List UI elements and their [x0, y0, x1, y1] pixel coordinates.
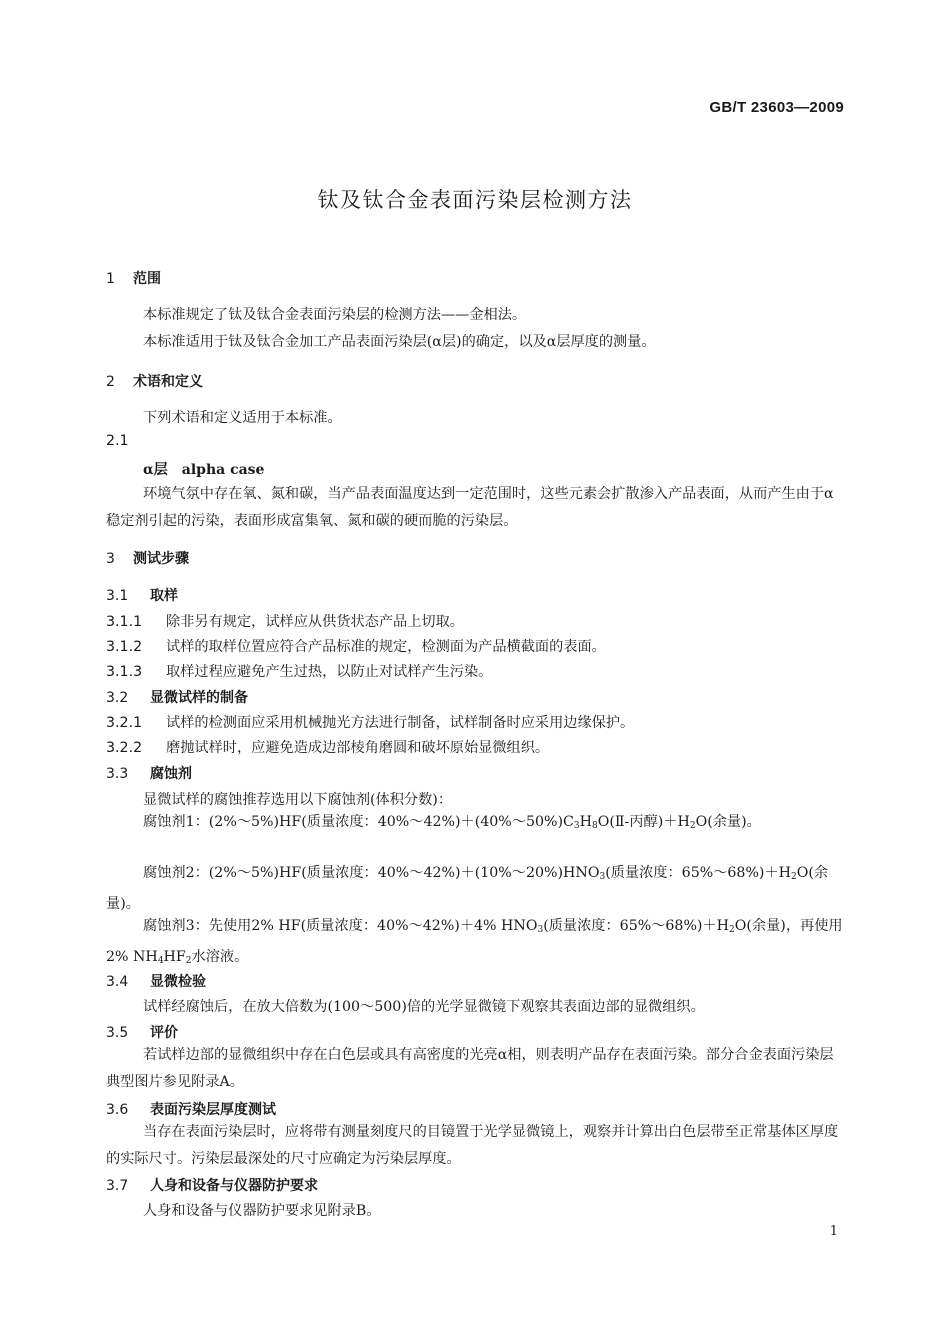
definition: 环境气氛中存在氧、氮和碳，当产品表面温度达到一定范围时，这些元素会扩散渗入产品表面，从而产生由于α稳定剂引起的污染，表面形成富集氧、氮和碳的硬而脆的污染层。 [106, 486, 834, 529]
clause-3-2-2: 3.2.2 磨抛试样时，应避免造成边部棱角磨圆和破坏原始显微组织。 [106, 740, 550, 756]
etchant-3: 腐蚀剂3：先使用2% HF(质量浓度：40%～42%)＋4% $HNO_3$(质量浓度：$65\%\sim 68\%)+H_2O$(余量)，再使用2% $NH_4HF_2$水溶液。 [106, 918, 843, 966]
page-number: 1 [829, 1224, 838, 1239]
paragraph: 人身和设备与仪器防护要求见附录B。 [143, 1203, 381, 1219]
clause-3-1-1: 3.1.1 除非另有规定，试样应从供货状态产品上切取。 [106, 614, 464, 630]
paragraph: 下列术语和定义适用于本标准。 [143, 410, 342, 426]
section-title: 测试步骤 [133, 551, 189, 567]
section-3-2-heading: 3.2 显微试样的制备 [106, 690, 248, 706]
section-number: 2 [106, 374, 115, 390]
clause-3-2-1: 3.2.1 试样的检测面应采用机械抛光方法进行制备，试样制备时应采用边缘保护。 [106, 715, 635, 731]
section-1-heading [106, 268, 161, 288]
section-3-4-heading: 3.4 显微检验 [106, 974, 206, 990]
section-3-7-heading: 3.7 人身和设备与仪器防护要求 [106, 1178, 318, 1194]
section-3-5-heading: 3.5 评价 [106, 1025, 178, 1041]
section-title: 范围 [133, 271, 161, 287]
section-3-3-heading: 3.3 腐蚀剂 [106, 766, 192, 782]
paragraph: 若试样边部的显微组织中存在白色层或具有高密度的光亮α相，则表明产品存在表面污染。部分合金表面污染层典型图片参见附录A。 [106, 1047, 834, 1090]
standard-number: GB/T 23603—2009 [709, 99, 844, 116]
paragraph: 当存在表面污染层时，应将带有测量刻度尺的目镜置于光学显微镜上，观察并计算出白色层带至正常基体区厚度的实际尺寸。污染层最深处的尺寸应确定为污染层厚度。 [106, 1124, 839, 1167]
section-title: 术语和定义 [133, 374, 203, 390]
etchant-intro: 显微试样的腐蚀推荐选用以下腐蚀剂(体积分数)： [143, 792, 453, 808]
clause-3-1-3: 3.1.3 取样过程应避免产生过热，以防止对试样产生污染。 [106, 664, 493, 680]
section-number: 1 [106, 271, 115, 287]
paragraph: 本标准规定了钛及钛合金表面污染层的检测方法——金相法。 [143, 307, 527, 323]
paragraph: 试样经腐蚀后，在放大倍数为(100～500)倍的光学显微镜下观察其表面边部的显微组织。 [143, 999, 705, 1015]
clause-3-1-2: 3.1.2 试样的取样位置应符合产品标准的规定，检测面为产品横截面的表面。 [106, 639, 606, 655]
section-number: 3 [106, 551, 115, 567]
section-3-6-heading: 3.6 表面污染层厚度测试 [106, 1102, 276, 1118]
etchant-1: 腐蚀剂1：(2%～5%)HF(质量浓度：$40\%\sim 42\%)+(40\%\sim 50\%)C_3H_8O(Ⅱ-$丙醇)$+H_2O$(余量)。 [143, 814, 761, 831]
etchant-2: 腐蚀剂2：(2%～5%)HF(质量浓度：$40\%\sim 42\%)+(10\%\sim 20\%)HNO_3$(质量浓度：$65\%\sim 68\%)+H_2O$(余量)。 [106, 865, 829, 912]
section-3-heading [106, 548, 189, 568]
section-3-1-heading: 3.1 取样 [106, 588, 178, 604]
paragraph: 本标准适用于钛及钛合金加工产品表面污染层(α层)的确定，以及α层厚度的测量。 [143, 334, 656, 350]
section-2-heading [106, 371, 203, 391]
term: α层 alpha case [143, 462, 265, 478]
subclause-number: 2.1 [106, 433, 129, 449]
document-title: 钛及钛合金表面污染层检测方法 [317, 188, 633, 212]
